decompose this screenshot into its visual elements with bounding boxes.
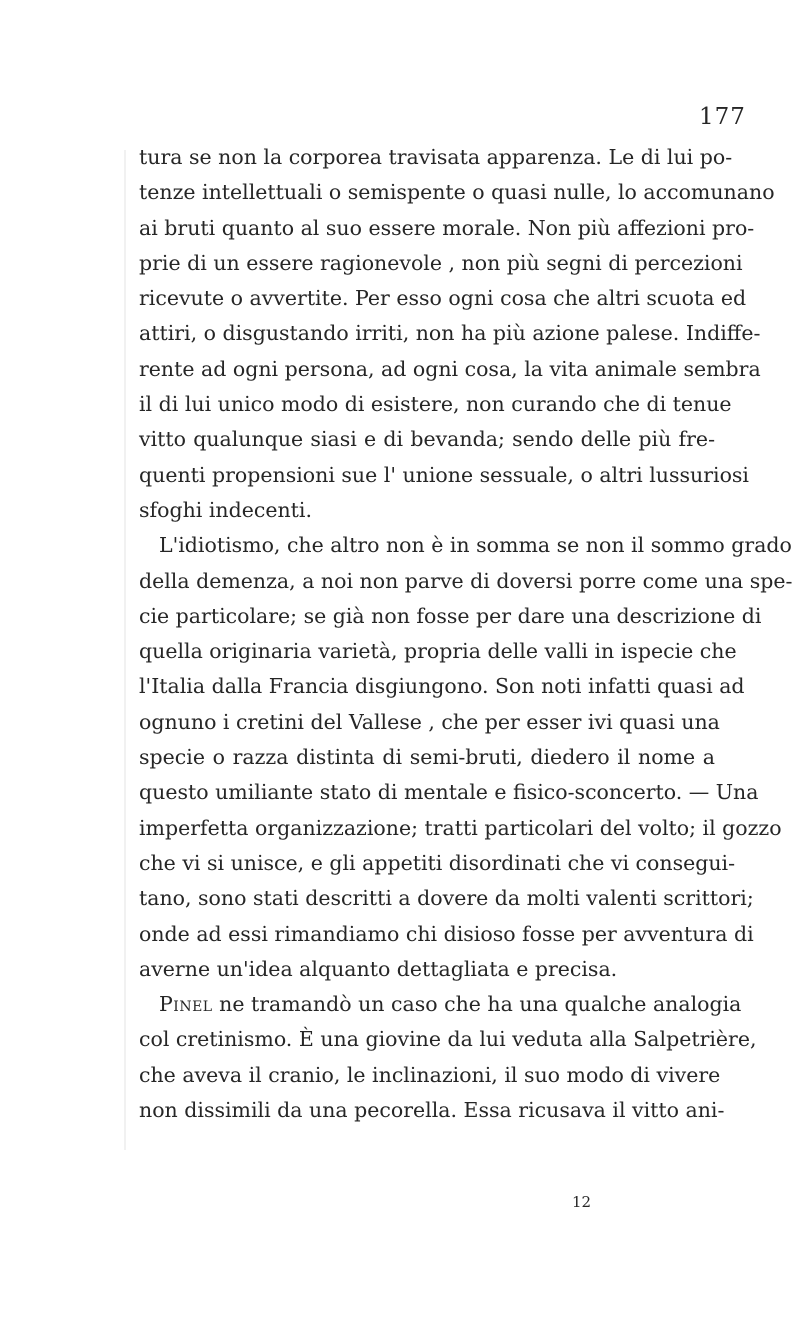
- page-number: 177: [699, 104, 746, 130]
- text-span: ne tramandò un caso che ha una qualche analogia: [219, 992, 742, 1017]
- text-line: non dissimili da una pecorella. Essa ricusava il vitto ani-: [139, 1098, 725, 1123]
- text-line: quella originaria varietà, propria delle valli in ispecie che: [139, 639, 737, 664]
- text-line: tenze intellettuali o semispente o quasi nulle, lo accomunano: [139, 180, 775, 205]
- text-line: della demenza, a noi non parve di doversi porre come una spe-: [139, 568, 793, 593]
- author-name-pinel: Pinel: [159, 992, 213, 1017]
- paragraph-end-line: averne un'idea alquanto dettagliata e precisa.: [139, 956, 618, 981]
- text-line: il di lui unico modo di esistere, non curando che di tenue: [139, 392, 732, 417]
- text-line: questo umiliante stato di mentale e fisico-sconcerto. — Una: [139, 780, 759, 805]
- text-line: ricevute o avvertite. Per esso ogni cosa che altri scuota ed: [139, 286, 747, 311]
- text-line: l'Italia dalla Francia disgiungono. Son noti infatti quasi ad: [139, 674, 745, 699]
- text-line: che aveva il cranio, le inclinazioni, il suo modo di vivere: [139, 1062, 721, 1087]
- text-line: ai bruti quanto al suo essere morale. Non più affezioni pro-: [139, 215, 755, 240]
- paragraph-start-line: L'idiotismo, che altro non è in somma se non il sommo grado: [159, 533, 792, 558]
- text-line: che vi si unisce, e gli appetiti disordinati che vi consegui-: [139, 850, 736, 875]
- paragraph-end-line: sfoghi indecenti.: [139, 497, 312, 522]
- text-line: quenti propensioni sue l' unione sessuale, o altri lussuriosi: [139, 462, 749, 487]
- text-line: col cretinismo. È una giovine da lui veduta alla Salpetrière,: [139, 1027, 757, 1052]
- paragraph-start-line: [139, 987, 742, 1022]
- text-line: cie particolare; se già non fosse per dare una descrizione di: [139, 603, 762, 628]
- text-line: imperfetta organizzazione; tratti particolari del volto; il gozzo: [139, 815, 782, 840]
- body-text: [139, 140, 793, 1128]
- text-line: onde ad essi rimandiamo chi disioso fosse per avventura di: [139, 921, 754, 946]
- text-line: tura se non la corporea travisata apparenza. Le di lui po-: [139, 145, 733, 169]
- text-line: attiri, o disgustando irriti, non ha più azione palese. Indiffe-: [139, 321, 761, 346]
- text-line: prie di un essere ragionevole , non più segni di percezioni: [139, 250, 743, 275]
- text-line: tano, sono stati descritti a dovere da molti valenti scrittori;: [139, 886, 754, 911]
- text-line: vitto qualunque siasi e di bevanda; sendo delle più fre-: [139, 427, 715, 452]
- binding-shadow: [124, 150, 126, 1150]
- text-line: specie o razza distinta di semi-bruti, diedero il nome a: [139, 745, 715, 770]
- signature-mark: 12: [572, 1193, 592, 1211]
- text-line: ognuno i cretini del Vallese , che per esser ivi quasi una: [139, 709, 720, 734]
- text-line: rente ad ogni persona, ad ogni cosa, la vita animale sembra: [139, 356, 761, 381]
